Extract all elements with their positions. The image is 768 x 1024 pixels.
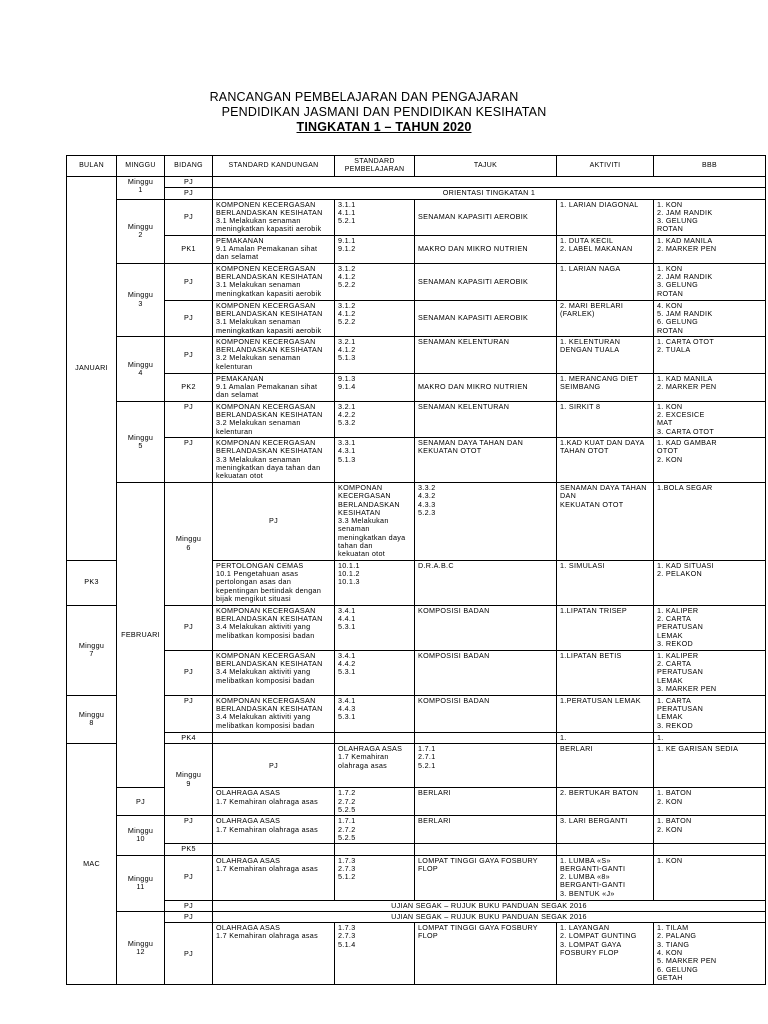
tajuk-cell: SENAMAN KAPASITI AEROBIK: [415, 199, 557, 235]
sk-cell: KOMPONAN KECERGASAN BERLANDASKAN KESIHATAN 3.4 Melakukan aktiviti yang melibatkan komposisi badan: [213, 650, 335, 695]
bbb-cell: 1. BATON 2. KON: [654, 816, 766, 844]
tajuk-cell: KOMPOSISI BADAN: [415, 605, 557, 650]
sp-cell: 10.1.1 10.1.2 10.1.3: [335, 560, 415, 605]
bbb-cell: 1. KON: [654, 855, 766, 900]
aktiviti-cell: 1. LUMBA «S» BERGANTI-GANTI 2. LUMBA «8» BERGANTI-GANTI 3. BENTUK «J»: [557, 855, 654, 900]
aktiviti-cell: 1. KELENTURAN DENGAN TUALA: [557, 336, 654, 373]
week-cell: Minggu 2: [117, 199, 165, 263]
bbb-cell: 4. KON 5. JAM RANDIK 6. GELUNG ROTAN: [654, 300, 766, 336]
table-row: [67, 300, 766, 336]
sp-cell: 1.7.1 2.7.2 5.2.5: [335, 816, 415, 844]
week-cell: Minggu 11: [117, 855, 165, 911]
table-row: [67, 177, 766, 188]
bidang-cell: PJ: [165, 401, 213, 437]
sp-cell: 1.7.2 2.7.2 5.2.5: [335, 788, 415, 816]
sp-cell: 3.3.1 4.3.1 5.1.3: [335, 437, 415, 482]
table-row: [67, 188, 766, 199]
sk-cell: OLAHRAGA ASAS 1.7 Kemahiran olahraga asas: [335, 743, 415, 787]
ujian-segak-cell: UJIAN SEGAK – RUJUK BUKU PANDUAN SEGAK 2016: [213, 911, 766, 922]
empty-cell: [213, 732, 335, 743]
doc-title-line1: RANCANGAN PEMBELAJARAN DAN PENGAJARAN: [209, 90, 519, 104]
week-cell: Minggu 9: [165, 743, 213, 815]
aktiviti-cell: 1. LAYANGAN 2. LOMPAT GUNTING 3. LOMPAT GAYA FOSBURY FLOP: [557, 923, 654, 985]
aktiviti-cell: 1. DUTA KECIL 2. LABEL MAKANAN: [557, 235, 654, 263]
aktiviti-cell: 1. LARIAN NAGA: [557, 263, 654, 300]
aktiviti-cell: 1.KAD KUAT DAN DAYA TAHAN OTOT: [557, 437, 654, 482]
sp-cell: 3.1.2 4.1.2 5.2.2: [335, 300, 415, 336]
bidang-cell: PJ: [117, 788, 165, 816]
sk-cell: KOMPONAN KECERGASAN BERLANDASKAN KESIHATAN 3.3 Melakukan senaman meningkatkan daya tahan dan kekuatan otot: [335, 482, 415, 560]
bbb-cell: 1. BATON 2. KON: [654, 788, 766, 816]
tajuk-cell: D.R.A.B.C: [415, 560, 557, 605]
bidang-cell: PJ: [165, 900, 213, 911]
sk-cell: PEMAKANAN 9.1 Amalan Pemakanan sihat dan selamat: [213, 373, 335, 401]
sp-cell: 3.4.1 4.4.3 5.3.1: [335, 695, 415, 732]
sk-cell: KOMPONEN KECERGASAN BERLANDASKAN KESIHATAN 3.1 Melakukan senaman meningkatkan kapasiti aerobik: [213, 199, 335, 235]
bidang-cell: PJ: [165, 177, 213, 188]
sp-cell: 3.2.1 4.1.2 5.1.3: [335, 336, 415, 373]
sp-cell: 3.4.1 4.4.1 5.3.1: [335, 605, 415, 650]
bbb-cell: 1. KAD MANILA 2. MARKER PEN: [654, 373, 766, 401]
sk-cell: OLAHRAGA ASAS 1.7 Kemahiran olahraga asas: [213, 788, 335, 816]
tajuk-cell: SENAMAN KAPASITI AEROBIK: [415, 263, 557, 300]
bidang-cell: PJ: [165, 816, 213, 844]
header-standard-pembelajaran: STANDARD PEMBELAJARAN: [335, 156, 415, 177]
header-aktiviti: AKTIVITI: [557, 156, 654, 177]
sk-cell: KOMPONAN KECERGASAN BERLANDASKAN KESIHATAN 3.2 Melakukan senaman kelenturan: [213, 401, 335, 437]
table-row: [67, 732, 766, 743]
sp-cell: 3.1.1 4.1.1 5.2.1: [335, 199, 415, 235]
tajuk-cell: MAKRO DAN MIKRO NUTRIEN: [415, 235, 557, 263]
aktiviti-cell: 1. KE GARISAN SEDIA: [654, 743, 766, 787]
table-row: [67, 199, 766, 235]
bbb-cell: 1. KALIPER 2. CARTA PERATUSAN LEMAK 3. MARKER PEN: [654, 650, 766, 695]
week-cell: Minggu 8: [67, 695, 117, 743]
table-row: [67, 743, 766, 787]
tajuk-cell: BERLARI: [557, 743, 654, 787]
table-row: [67, 437, 766, 482]
tajuk-cell: KOMPOSISI BADAN: [415, 695, 557, 732]
lesson-plan-table: [66, 155, 766, 985]
table-row: [67, 650, 766, 695]
table-row: [67, 605, 766, 650]
table-row: [67, 401, 766, 437]
header-bulan: BULAN: [67, 156, 117, 177]
tajuk-cell: BERLARI: [415, 816, 557, 844]
sk-cell: PERTOLONGAN CEMAS 10.1 Pengetahuan asas pertolongan asas dan kepentingan bertindak dengan bijak mengikut situasi: [213, 560, 335, 605]
sk-cell: OLAHRAGA ASAS 1.7 Kemahiran olahraga asas: [213, 923, 335, 985]
tajuk-cell: SENAMAN KAPASITI AEROBIK: [415, 300, 557, 336]
empty-cell: [335, 732, 415, 743]
bbb-cell: 1. KON 2. EXCESICE MAT 3. CARTA OTOT: [654, 401, 766, 437]
week-cell: Minggu 7: [67, 605, 117, 695]
table-row: [67, 855, 766, 900]
aktiviti-cell: 1. SIMULASI: [557, 560, 654, 605]
aktiviti-cell: 3. LARI BERGANTI: [557, 816, 654, 844]
document-header: [0, 90, 768, 135]
header-minggu: MINGGU: [117, 156, 165, 177]
sp-cell: 9.1.1 9.1.2: [335, 235, 415, 263]
aktiviti-cell: 1.: [557, 732, 654, 743]
bidang-cell: PJ: [165, 188, 213, 199]
empty-cell: [654, 844, 766, 855]
table-row: [67, 900, 766, 911]
sk-cell: KOMPONAN KECERGASAN BERLANDASKAN KESIHATAN 3.4 Melakukan aktiviti yang melibatkan komposisi badan: [213, 695, 335, 732]
bidang-cell: PJ: [165, 263, 213, 300]
header-standard-kandungan: STANDARD KANDUNGAN: [213, 156, 335, 177]
week-cell: Minggu 5: [117, 401, 165, 482]
tajuk-cell: MAKRO DAN MIKRO NUTRIEN: [415, 373, 557, 401]
bidang-cell: PJ: [165, 695, 213, 732]
empty-cell: [557, 844, 654, 855]
week-cell: Minggu 4: [117, 336, 165, 401]
empty-cell: [415, 844, 557, 855]
bbb-cell: 1.: [654, 732, 766, 743]
tajuk-cell: BERLARI: [415, 788, 557, 816]
week-cell: Minggu 6: [165, 482, 213, 605]
tajuk-cell: SENAMAN KELENTURAN: [415, 336, 557, 373]
sp-cell: 3.3.2 4.3.2 4.3.3 5.2.3: [415, 482, 557, 560]
empty-cell: [335, 844, 415, 855]
table-row: [67, 923, 766, 985]
sk-cell: KOMPONEN KECERGASAN BERLANDASKAN KESIHATAN 3.1 Melakukan senaman meningkatkan kapasiti aerobik: [213, 263, 335, 300]
bidang-cell: PJ: [165, 855, 213, 900]
bidang-cell: PJ: [165, 336, 213, 373]
ujian-segak-cell: UJIAN SEGAK – RUJUK BUKU PANDUAN SEGAK 2016: [213, 900, 766, 911]
bidang-cell: PJ: [165, 199, 213, 235]
sk-cell: PEMAKANAN 9.1 Amalan Pemakanan sihat dan selamat: [213, 235, 335, 263]
month-cell: JANUARI: [67, 177, 117, 561]
header-tajuk: TAJUK: [415, 156, 557, 177]
table-row: [67, 373, 766, 401]
bidang-cell: PJ: [165, 437, 213, 482]
tajuk-cell: LOMPAT TINGGI GAYA FOSBURY FLOP: [415, 855, 557, 900]
month-cell: FEBRUARI: [117, 482, 165, 787]
table-header-row: [67, 156, 766, 177]
sp-cell: 9.1.3 9.1.4: [335, 373, 415, 401]
table-row: [67, 816, 766, 844]
aktiviti-cell: 2. BERTUKAR BATON: [557, 788, 654, 816]
bidang-cell: PK3: [67, 560, 117, 605]
empty-cell: [213, 177, 766, 188]
week-cell: Minggu 1: [117, 177, 165, 200]
bidang-cell: PK2: [165, 373, 213, 401]
aktiviti-cell: 2. MARI BERLARI (FARLEK): [557, 300, 654, 336]
week-cell: Minggu 3: [117, 263, 165, 336]
bbb-cell: 1. CARTA OTOT 2. TUALA: [654, 336, 766, 373]
bidang-cell: PK5: [165, 844, 213, 855]
sk-cell: KOMPONAN KECERGASAN BERLANDASKAN KESIHATAN 3.3 Melakukan senaman meningkatkan daya tahan dan kekuatan otot: [213, 437, 335, 482]
sp-cell: 1.7.1 2.7.1 5.2.1: [415, 743, 557, 787]
bidang-cell: PJ: [213, 743, 335, 787]
bidang-cell: PJ: [213, 482, 335, 560]
tajuk-cell: KOMPOSISI BADAN: [415, 650, 557, 695]
bidang-cell: PJ: [165, 300, 213, 336]
bbb-cell: 1. KAD GAMBAR OTOT 2. KON: [654, 437, 766, 482]
bbb-cell: 1. KON 2. JAM RANDIK 3. GELUNG ROTAN: [654, 199, 766, 235]
header-bidang: BIDANG: [165, 156, 213, 177]
aktiviti-cell: 1.LIPATAN BETIS: [557, 650, 654, 695]
tajuk-cell: SENAMAN DAYA TAHAN DAN KEKUATAN OTOT: [415, 437, 557, 482]
orientation-cell: ORIENTASI TINGKATAN 1: [213, 188, 766, 199]
sk-cell: KOMPONAN KECERGASAN BERLANDASKAN KESIHATAN 3.4 Melakukan aktiviti yang melibatkan komposisi badan: [213, 605, 335, 650]
bbb-cell: 1. TILAM 2. PALANG 3. TIANG 4. KON 5. MARKER PEN 6. GELUNG GETAH: [654, 923, 766, 985]
aktiviti-cell: 1.BOLA SEGAR: [654, 482, 766, 560]
aktiviti-cell: 1.LIPATAN TRISEP: [557, 605, 654, 650]
sp-cell: 3.1.2 4.1.2 5.2.2: [335, 263, 415, 300]
sk-cell: KOMPONEN KECERGASAN BERLANDASKAN KESIHATAN 3.1 Melakukan senaman meningkatkan kapasiti aerobik: [213, 300, 335, 336]
bbb-cell: 1. CARTA PERATUSAN LEMAK 3. REKOD: [654, 695, 766, 732]
bidang-cell: PJ: [165, 650, 213, 695]
sp-cell: 3.2.1 4.2.2 5.3.2: [335, 401, 415, 437]
sk-cell: OLAHRAGA ASAS 1.7 Kemahiran olahraga asas: [213, 855, 335, 900]
table-row: [67, 263, 766, 300]
sp-cell: 1.7.3 2.7.3 5.1.4: [335, 923, 415, 985]
bidang-cell: PJ: [165, 911, 213, 922]
tajuk-cell: SENAMAN KELENTURAN: [415, 401, 557, 437]
table-row: [67, 844, 766, 855]
sp-cell: 3.4.1 4.4.2 5.3.1: [335, 650, 415, 695]
empty-cell: [213, 844, 335, 855]
bbb-cell: 1. KAD MANILA 2. MARKER PEN: [654, 235, 766, 263]
aktiviti-cell: 1.PERATUSAN LEMAK: [557, 695, 654, 732]
sp-cell: 1.7.3 2.7.3 5.1.2: [335, 855, 415, 900]
header-bbb: BBB: [654, 156, 766, 177]
tajuk-cell: LOMPAT TINGGI GAYA FOSBURY FLOP: [415, 923, 557, 985]
doc-title-line3: TINGKATAN 1 – TAHUN 2020: [296, 120, 472, 134]
sk-cell: OLAHRAGA ASAS 1.7 Kemahiran olahraga asas: [213, 816, 335, 844]
tajuk-cell: SENAMAN DAYA TAHAN DAN KEKUATAN OTOT: [557, 482, 654, 560]
aktiviti-cell: 1. LARIAN DIAGONAL: [557, 199, 654, 235]
bidang-cell: PK4: [165, 732, 213, 743]
table-row: [67, 336, 766, 373]
bbb-cell: 1. KAD SITUASI 2. PELAKON: [654, 560, 766, 605]
bbb-cell: 1. KALIPER 2. CARTA PERATUSAN LEMAK 3. REKOD: [654, 605, 766, 650]
month-cell: MAC: [67, 743, 117, 984]
table-row: [67, 235, 766, 263]
bidang-cell: PJ: [165, 605, 213, 650]
week-cell: Minggu 12: [117, 911, 165, 984]
table-row: [67, 482, 766, 560]
empty-cell: [415, 732, 557, 743]
aktiviti-cell: 1. SIRKIT 8: [557, 401, 654, 437]
table-row: [67, 695, 766, 732]
bbb-cell: 1. KON 2. JAM RANDIK 3. GELUNG ROTAN: [654, 263, 766, 300]
aktiviti-cell: 1. MERANCANG DIET SEIMBANG: [557, 373, 654, 401]
sk-cell: KOMPONEN KECERGASAN BERLANDASKAN KESIHATAN 3.2 Melakukan senaman kelenturan: [213, 336, 335, 373]
doc-title-line2: PENDIDIKAN JASMANI DAN PENDIDIKAN KESIHATAN: [221, 105, 547, 119]
week-cell: Minggu 10: [117, 816, 165, 855]
table-row: [67, 911, 766, 922]
bidang-cell: PK1: [165, 235, 213, 263]
bidang-cell: PJ: [165, 923, 213, 985]
